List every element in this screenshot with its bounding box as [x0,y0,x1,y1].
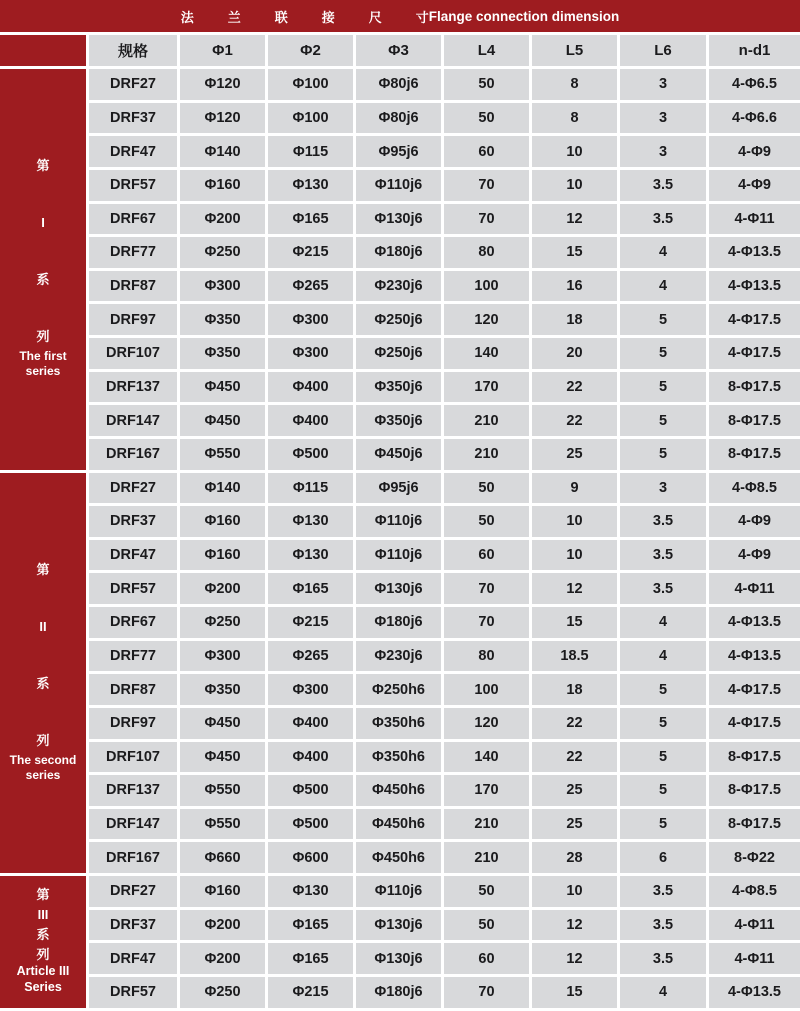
cell-s2-r4-c7: 3.5 [620,573,706,604]
cell-s2-r2-c6: 10 [532,506,617,537]
cell-s2-r1-c1: DRF27 [89,473,177,504]
header-cell-3: Φ2 [268,35,353,66]
cell-s2-r8-c3: Φ400 [268,708,353,739]
cell-s3-r1-c4: Φ110j6 [356,876,441,907]
cell-s3-r2-c3: Φ165 [268,910,353,941]
cell-s3-r4-c4: Φ180j6 [356,977,441,1008]
cell-s1-r3-c1: DRF47 [89,136,177,167]
cell-s2-r8-c5: 120 [444,708,529,739]
series-label-char: 系 [36,675,50,691]
cell-s2-r1-c3: Φ115 [268,473,353,504]
cell-s1-r2-c1: DRF37 [89,103,177,134]
cell-s2-r2-c4: Φ110j6 [356,506,441,537]
cell-s2-r3-c8: 4-Φ9 [709,540,800,571]
series-label-char: 系 [36,927,50,943]
cell-s3-r3-c7: 3.5 [620,943,706,974]
cell-s2-r9-c3: Φ400 [268,742,353,773]
cell-s2-r10-c8: 8-Φ17.5 [709,775,800,806]
cell-s3-r3-c3: Φ165 [268,943,353,974]
cell-s1-r12-c1: DRF167 [89,439,177,470]
cell-s2-r6-c7: 4 [620,641,706,672]
cell-s1-r6-c5: 80 [444,237,529,268]
cell-s2-r4-c4: Φ130j6 [356,573,441,604]
cell-s2-r8-c8: 4-Φ17.5 [709,708,800,739]
cell-s1-r3-c2: Φ140 [180,136,265,167]
series-label-char: 第 [36,158,50,174]
cell-s1-r8-c4: Φ250j6 [356,304,441,335]
cell-s1-r10-c2: Φ450 [180,372,265,403]
cell-s2-r12-c4: Φ450h6 [356,842,441,873]
cell-s3-r4-c5: 70 [444,977,529,1008]
cell-s1-r9-c5: 140 [444,338,529,369]
cell-s2-r6-c6: 18.5 [532,641,617,672]
cell-s2-r9-c8: 8-Φ17.5 [709,742,800,773]
cell-s2-r9-c2: Φ450 [180,742,265,773]
cell-s2-r11-c1: DRF147 [89,809,177,840]
cell-s1-r7-c8: 4-Φ13.5 [709,271,800,302]
cell-s2-r2-c2: Φ160 [180,506,265,537]
series-label-char: 系 [36,272,50,288]
cell-s3-r3-c2: Φ200 [180,943,265,974]
cell-s2-r7-c3: Φ300 [268,674,353,705]
cell-s2-r6-c4: Φ230j6 [356,641,441,672]
cell-s2-r5-c6: 15 [532,607,617,638]
cell-s1-r5-c6: 12 [532,204,617,235]
cell-s2-r7-c4: Φ250h6 [356,674,441,705]
cell-s2-r3-c1: DRF47 [89,540,177,571]
cell-s2-r1-c2: Φ140 [180,473,265,504]
cell-s1-r3-c5: 60 [444,136,529,167]
cell-s2-r12-c2: Φ660 [180,842,265,873]
header-cell-2: Φ1 [180,35,265,66]
cell-s2-r4-c5: 70 [444,573,529,604]
cell-s2-r10-c5: 170 [444,775,529,806]
header-cell-6: L5 [532,35,617,66]
cell-s3-r2-c2: Φ200 [180,910,265,941]
cell-s1-r12-c4: Φ450j6 [356,439,441,470]
cell-s1-r2-c4: Φ80j6 [356,103,441,134]
cell-s2-r1-c4: Φ95j6 [356,473,441,504]
cell-s2-r9-c1: DRF107 [89,742,177,773]
series-label-char: II [39,618,47,634]
series-label-2 [0,473,86,874]
cell-s1-r8-c3: Φ300 [268,304,353,335]
cell-s2-r3-c3: Φ130 [268,540,353,571]
cell-s3-r3-c4: Φ130j6 [356,943,441,974]
cell-s2-r11-c2: Φ550 [180,809,265,840]
cell-s1-r6-c1: DRF77 [89,237,177,268]
cell-s1-r10-c8: 8-Φ17.5 [709,372,800,403]
cell-s2-r7-c7: 5 [620,674,706,705]
cell-s1-r3-c6: 10 [532,136,617,167]
cell-s1-r5-c2: Φ200 [180,204,265,235]
cell-s3-r1-c8: 4-Φ8.5 [709,876,800,907]
header-cell-7: L6 [620,35,706,66]
cell-s1-r6-c2: Φ250 [180,237,265,268]
header-cell-8: n-d1 [709,35,800,66]
cell-s1-r7-c6: 16 [532,271,617,302]
cell-s2-r5-c7: 4 [620,607,706,638]
series-label-english: The second series [9,752,77,782]
cell-s3-r4-c7: 4 [620,977,706,1008]
cell-s2-r5-c3: Φ215 [268,607,353,638]
cell-s2-r7-c1: DRF87 [89,674,177,705]
cell-s2-r7-c5: 100 [444,674,529,705]
cell-s2-r11-c6: 25 [532,809,617,840]
cell-s3-r1-c7: 3.5 [620,876,706,907]
cell-s1-r8-c7: 5 [620,304,706,335]
cell-s3-r2-c8: 4-Φ11 [709,910,800,941]
cell-s1-r8-c6: 18 [532,304,617,335]
cell-s2-r12-c3: Φ600 [268,842,353,873]
cell-s1-r11-c3: Φ400 [268,405,353,436]
cell-s3-r4-c1: DRF57 [89,977,177,1008]
cell-s2-r2-c3: Φ130 [268,506,353,537]
cell-s1-r4-c1: DRF57 [89,170,177,201]
cell-s2-r3-c7: 3.5 [620,540,706,571]
cell-s2-r11-c8: 8-Φ17.5 [709,809,800,840]
cell-s2-r6-c8: 4-Φ13.5 [709,641,800,672]
cell-s2-r12-c1: DRF167 [89,842,177,873]
cell-s2-r11-c5: 210 [444,809,529,840]
cell-s1-r7-c1: DRF87 [89,271,177,302]
cell-s2-r4-c6: 12 [532,573,617,604]
cell-s2-r10-c2: Φ550 [180,775,265,806]
cell-s1-r11-c4: Φ350j6 [356,405,441,436]
cell-s1-r3-c4: Φ95j6 [356,136,441,167]
cell-s2-r4-c2: Φ200 [180,573,265,604]
cell-s1-r9-c2: Φ350 [180,338,265,369]
cell-s2-r2-c8: 4-Φ9 [709,506,800,537]
cell-s3-r4-c3: Φ215 [268,977,353,1008]
cell-s1-r10-c4: Φ350j6 [356,372,441,403]
cell-s2-r2-c1: DRF37 [89,506,177,537]
cell-s2-r10-c1: DRF137 [89,775,177,806]
cell-s3-r2-c5: 50 [444,910,529,941]
cell-s3-r1-c3: Φ130 [268,876,353,907]
cell-s1-r5-c3: Φ165 [268,204,353,235]
cell-s1-r9-c8: 4-Φ17.5 [709,338,800,369]
cell-s3-r2-c7: 3.5 [620,910,706,941]
cell-s1-r9-c7: 5 [620,338,706,369]
cell-s2-r8-c6: 22 [532,708,617,739]
cell-s1-r11-c8: 8-Φ17.5 [709,405,800,436]
cell-s3-r3-c1: DRF47 [89,943,177,974]
cell-s2-r5-c4: Φ180j6 [356,607,441,638]
table-title-bar [0,0,800,32]
cell-s1-r2-c3: Φ100 [268,103,353,134]
cell-s2-r1-c6: 9 [532,473,617,504]
cell-s2-r10-c4: Φ450h6 [356,775,441,806]
cell-s2-r12-c5: 210 [444,842,529,873]
cell-s3-r4-c8: 4-Φ13.5 [709,977,800,1008]
cell-s3-r3-c5: 60 [444,943,529,974]
header-cell-5: L4 [444,35,529,66]
cell-s2-r9-c7: 5 [620,742,706,773]
cell-s2-r10-c7: 5 [620,775,706,806]
cell-s2-r5-c1: DRF67 [89,607,177,638]
cell-s1-r3-c8: 4-Φ9 [709,136,800,167]
cell-s1-r6-c7: 4 [620,237,706,268]
cell-s1-r4-c3: Φ130 [268,170,353,201]
corner-cell [0,35,86,66]
cell-s1-r8-c8: 4-Φ17.5 [709,304,800,335]
series-label-char: III [37,907,49,923]
cell-s1-r4-c4: Φ110j6 [356,170,441,201]
cell-s1-r11-c7: 5 [620,405,706,436]
cell-s2-r5-c8: 4-Φ13.5 [709,607,800,638]
series-label-char: 第 [36,561,50,577]
cell-s2-r9-c6: 22 [532,742,617,773]
cell-s2-r6-c5: 80 [444,641,529,672]
cell-s2-r3-c6: 10 [532,540,617,571]
cell-s3-r1-c1: DRF27 [89,876,177,907]
series-label-char: 列 [36,329,50,345]
cell-s2-r1-c8: 4-Φ8.5 [709,473,800,504]
cell-s2-r4-c8: 4-Φ11 [709,573,800,604]
cell-s1-r5-c5: 70 [444,204,529,235]
cell-s1-r10-c3: Φ400 [268,372,353,403]
title-chinese: 法兰联接尺寸 [180,9,463,25]
series-label-english: The first series [19,349,67,379]
series-label-english: Article III Series [16,964,70,994]
cell-s1-r6-c4: Φ180j6 [356,237,441,268]
cell-s2-r10-c3: Φ500 [268,775,353,806]
series-label-char: I [41,215,45,231]
cell-s1-r8-c5: 120 [444,304,529,335]
cell-s1-r4-c6: 10 [532,170,617,201]
cell-s1-r8-c2: Φ350 [180,304,265,335]
cell-s2-r7-c8: 4-Φ17.5 [709,674,800,705]
cell-s2-r6-c1: DRF77 [89,641,177,672]
cell-s1-r7-c4: Φ230j6 [356,271,441,302]
cell-s1-r1-c2: Φ120 [180,69,265,100]
cell-s1-r7-c3: Φ265 [268,271,353,302]
cell-s2-r3-c4: Φ110j6 [356,540,441,571]
cell-s2-r8-c4: Φ350h6 [356,708,441,739]
cell-s2-r1-c5: 50 [444,473,529,504]
cell-s2-r1-c7: 3 [620,473,706,504]
cell-s3-r3-c8: 4-Φ11 [709,943,800,974]
cell-s1-r5-c4: Φ130j6 [356,204,441,235]
cell-s2-r12-c6: 28 [532,842,617,873]
cell-s1-r10-c7: 5 [620,372,706,403]
cell-s3-r1-c5: 50 [444,876,529,907]
cell-s3-r2-c6: 12 [532,910,617,941]
cell-s1-r2-c7: 3 [620,103,706,134]
title-english: Flange connection dimension [428,8,620,24]
cell-s1-r4-c5: 70 [444,170,529,201]
cell-s2-r11-c4: Φ450h6 [356,809,441,840]
cell-s1-r12-c2: Φ550 [180,439,265,470]
cell-s1-r11-c6: 22 [532,405,617,436]
series-label-3 [0,876,86,1008]
cell-s1-r11-c1: DRF147 [89,405,177,436]
cell-s2-r7-c2: Φ350 [180,674,265,705]
cell-s1-r12-c3: Φ500 [268,439,353,470]
cell-s1-r3-c3: Φ115 [268,136,353,167]
cell-s1-r1-c5: 50 [444,69,529,100]
series-label-char: 列 [36,732,50,748]
cell-s1-r7-c5: 100 [444,271,529,302]
cell-s2-r3-c5: 60 [444,540,529,571]
cell-s2-r4-c3: Φ165 [268,573,353,604]
cell-s1-r1-c1: DRF27 [89,69,177,100]
cell-s1-r10-c1: DRF137 [89,372,177,403]
cell-s1-r1-c4: Φ80j6 [356,69,441,100]
cell-s1-r7-c7: 4 [620,271,706,302]
cell-s1-r2-c2: Φ120 [180,103,265,134]
cell-s2-r5-c5: 70 [444,607,529,638]
cell-s1-r7-c2: Φ300 [180,271,265,302]
cell-s2-r11-c7: 5 [620,809,706,840]
spec-table [0,35,800,1008]
cell-s2-r12-c7: 6 [620,842,706,873]
cell-s1-r12-c7: 5 [620,439,706,470]
cell-s3-r1-c6: 10 [532,876,617,907]
cell-s1-r6-c6: 15 [532,237,617,268]
cell-s1-r4-c8: 4-Φ9 [709,170,800,201]
cell-s1-r1-c7: 3 [620,69,706,100]
cell-s2-r8-c1: DRF97 [89,708,177,739]
cell-s1-r11-c5: 210 [444,405,529,436]
cell-s2-r2-c7: 3.5 [620,506,706,537]
cell-s3-r4-c2: Φ250 [180,977,265,1008]
cell-s1-r1-c6: 8 [532,69,617,100]
cell-s1-r12-c6: 25 [532,439,617,470]
cell-s1-r9-c4: Φ250j6 [356,338,441,369]
cell-s2-r3-c2: Φ160 [180,540,265,571]
cell-s1-r6-c3: Φ215 [268,237,353,268]
series-label-1 [0,69,86,470]
cell-s2-r2-c5: 50 [444,506,529,537]
cell-s2-r8-c2: Φ450 [180,708,265,739]
cell-s3-r4-c6: 15 [532,977,617,1008]
cell-s1-r12-c5: 210 [444,439,529,470]
cell-s2-r5-c2: Φ250 [180,607,265,638]
cell-s2-r8-c7: 5 [620,708,706,739]
cell-s1-r10-c5: 170 [444,372,529,403]
cell-s1-r1-c8: 4-Φ6.5 [709,69,800,100]
header-cell-1: 规格 [89,35,177,66]
cell-s1-r9-c6: 20 [532,338,617,369]
cell-s1-r4-c2: Φ160 [180,170,265,201]
cell-s1-r12-c8: 8-Φ17.5 [709,439,800,470]
cell-s2-r11-c3: Φ500 [268,809,353,840]
series-label-char: 第 [36,887,50,903]
header-cell-4: Φ3 [356,35,441,66]
cell-s1-r9-c3: Φ300 [268,338,353,369]
cell-s2-r9-c4: Φ350h6 [356,742,441,773]
cell-s1-r5-c1: DRF67 [89,204,177,235]
cell-s1-r3-c7: 3 [620,136,706,167]
cell-s1-r2-c8: 4-Φ6.6 [709,103,800,134]
cell-s1-r5-c8: 4-Φ11 [709,204,800,235]
cell-s3-r2-c4: Φ130j6 [356,910,441,941]
cell-s1-r8-c1: DRF97 [89,304,177,335]
cell-s2-r12-c8: 8-Φ22 [709,842,800,873]
cell-s2-r7-c6: 18 [532,674,617,705]
cell-s2-r6-c2: Φ300 [180,641,265,672]
cell-s2-r6-c3: Φ265 [268,641,353,672]
cell-s1-r2-c6: 8 [532,103,617,134]
cell-s2-r10-c6: 25 [532,775,617,806]
cell-s3-r3-c6: 12 [532,943,617,974]
cell-s1-r4-c7: 3.5 [620,170,706,201]
cell-s2-r9-c5: 140 [444,742,529,773]
cell-s3-r2-c1: DRF37 [89,910,177,941]
cell-s1-r6-c8: 4-Φ13.5 [709,237,800,268]
cell-s1-r1-c3: Φ100 [268,69,353,100]
cell-s1-r9-c1: DRF107 [89,338,177,369]
cell-s2-r4-c1: DRF57 [89,573,177,604]
cell-s1-r11-c2: Φ450 [180,405,265,436]
cell-s1-r5-c7: 3.5 [620,204,706,235]
cell-s3-r1-c2: Φ160 [180,876,265,907]
series-label-char: 列 [36,947,50,963]
cell-s1-r2-c5: 50 [444,103,529,134]
cell-s1-r10-c6: 22 [532,372,617,403]
